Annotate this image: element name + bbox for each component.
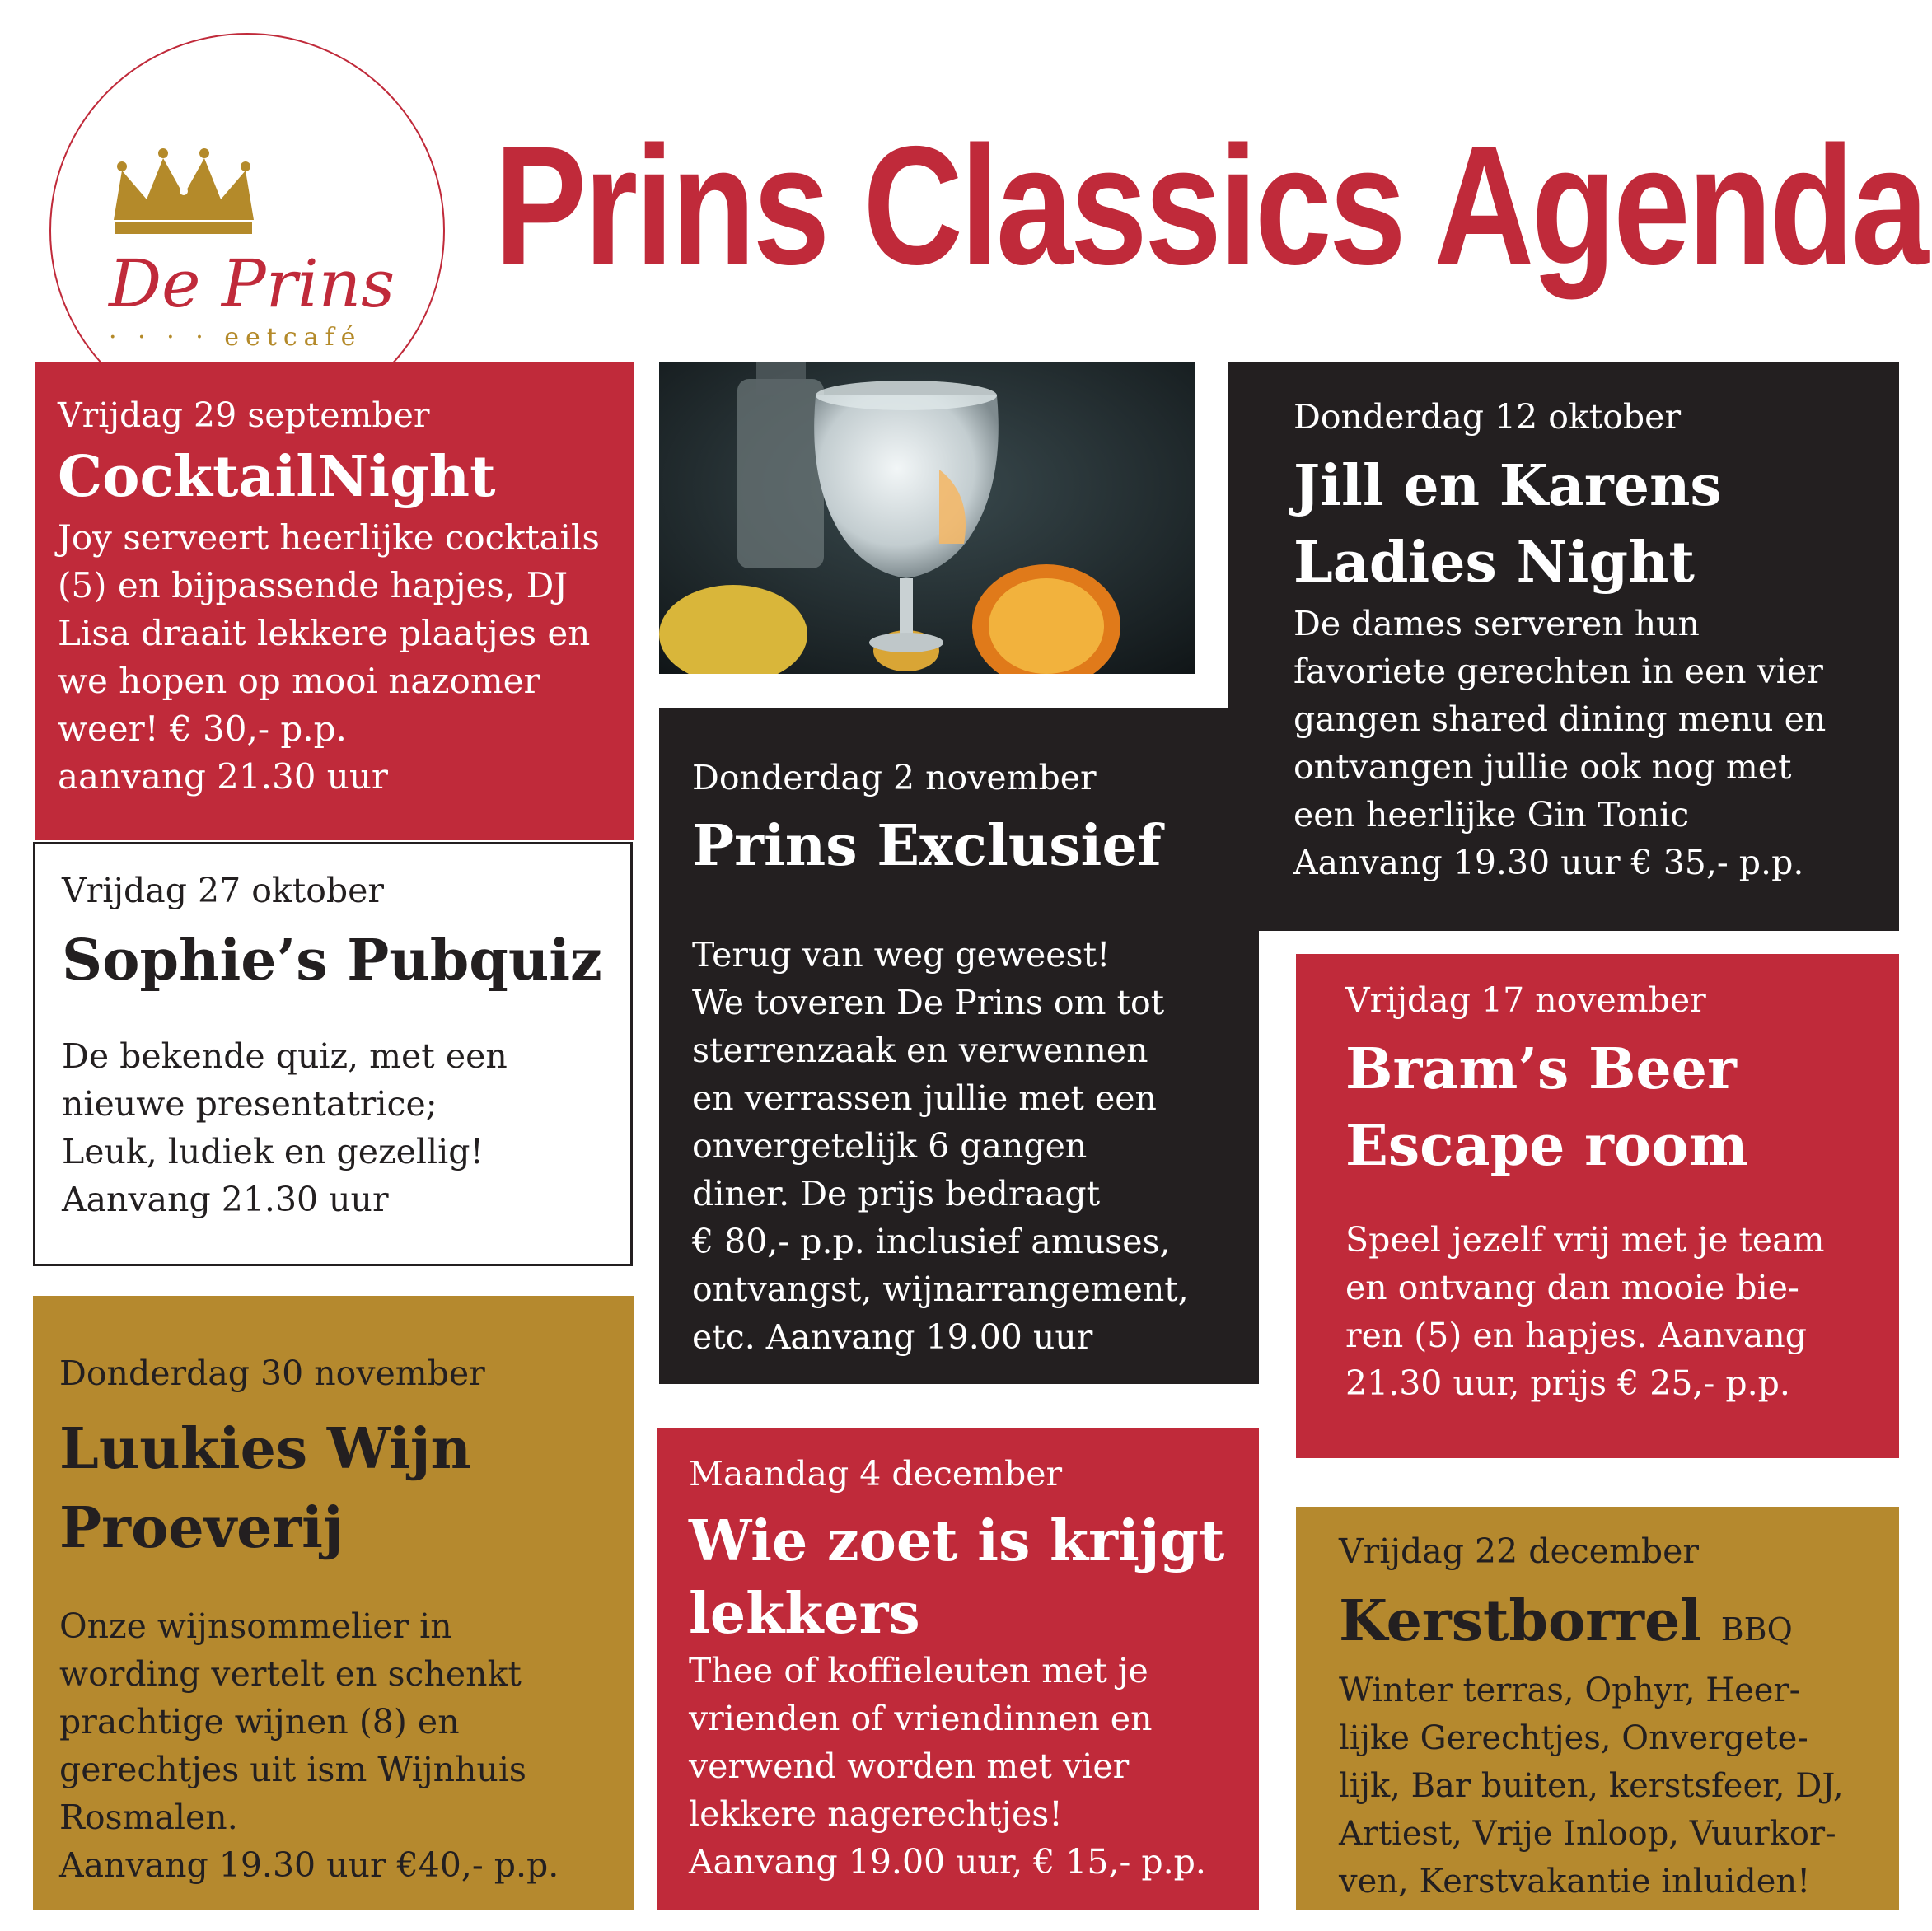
logo-name: De Prins [109,245,395,322]
event-date: Vrijdag 17 november [1345,980,1706,1020]
event-card-kerstborrel [1296,1507,1899,1910]
event-date: Donderdag 12 oktober [1293,397,1682,437]
event-date: Vrijdag 29 september [58,395,430,435]
event-title: CocktailNight [58,444,496,510]
event-title-line1: Bram’s Beer [1345,1036,1737,1102]
event-date: Donderdag 30 november [59,1354,485,1393]
event-description: Terug van weg geweest! We toveren De Prins om tot sterrenzaak en verwennen en verrassen jullie met een onvergetelijk 6 gangen diner. De prijs bedraagt € 80,- p.p. inclusief amuses, ontvangst, wijnarrangement, etc. Aanvang 19.00 uur [692,935,1189,1357]
event-title-suffix: BBQ [1720,1611,1793,1648]
event-description: Speel jezelf vrij met je team en ontvang dan mooie bie- ren (5) en hapjes. Aanvang 21.30 uur, prijs € 25,- p.p. [1345,1220,1825,1403]
event-title-text: Kerstborrel [1339,1588,1702,1654]
event-card-ladies-night [1228,362,1899,931]
event-title-line1: Jill en Karens [1293,453,1722,519]
event-card-prins-exclusief [659,708,1259,1384]
event-description: Joy serveert heerlijke cocktails (5) en bijpassende hapjes, DJ Lisa draait lekkere plaatjes en we hopen op mooi nazomer weer! € 30,- p.p. aanvang 21.30 uur [58,517,600,797]
event-title-line2: lekkers [689,1581,920,1647]
event-date: Vrijdag 22 december [1339,1531,1699,1571]
event-date: Maandag 4 december [689,1454,1063,1494]
page-title: Prins Classics Agenda [494,111,1926,300]
crown-icon [105,142,262,241]
event-title: Sophie’s Pubquiz [62,928,602,994]
event-date: Vrijdag 27 oktober [62,871,385,910]
event-card-pubquiz [33,842,633,1266]
event-description: Onze wijnsommelier in wording vertelt en schenkt prachtige wijnen (8) en gerechtjes uit ism Wijnhuis Rosmalen. Aanvang 19.30 uur €40,- p.p. [59,1606,559,1885]
event-title [1339,1584,1863,1667]
logo-subtitle: · · · · eetcafé [109,323,363,352]
event-description: Winter terras, Ophyr, Heer- lijke Gerechtjes, Onvergete- lijk, Bar buiten, kerstsfeer, DJ, Artiest, Vrije Inloop, Vuurkor- ven, Kerstvakantie inluiden! [1339,1672,1844,1901]
gin-tonic-glass-photo-icon [659,362,1195,674]
event-title-line2: Proeverij [59,1495,344,1561]
event-card-wijnproeverij [33,1296,634,1910]
event-card-beer-escape-room [1296,954,1899,1458]
event-title-line1: Wie zoet is krijgt [689,1508,1225,1574]
event-card-wie-zoet [657,1428,1259,1910]
event-title-line1: Luukies Wijn [59,1416,471,1482]
event-title-line2: Escape room [1345,1113,1748,1179]
event-card-cocktailnight [35,362,634,840]
gin-tonic-photo [659,362,1195,674]
event-description: De dames serveren hun favoriete gerechten in een vier gangen shared dining menu en ontvangen jullie ook nog met een heerlijke Gin Tonic Aanvang 19.30 uur € 35,- p.p. [1293,604,1827,882]
logo-subtitle-text: eetcafé [224,323,363,352]
event-title: Prins Exclusief [692,813,1162,879]
event-description: Thee of koffieleuten met je vrienden of vriendinnen en verwend worden met vier lekkere nagerechtjes! Aanvang 19.00 uur, € 15,- p.p. [689,1651,1206,1882]
event-date: Donderdag 2 november [692,758,1097,797]
event-title-line2: Ladies Night [1293,530,1695,596]
event-description: De bekende quiz, met een nieuwe presentatrice; Leuk, ludiek en gezellig! Aanvang 21.30 uur [62,1036,508,1219]
